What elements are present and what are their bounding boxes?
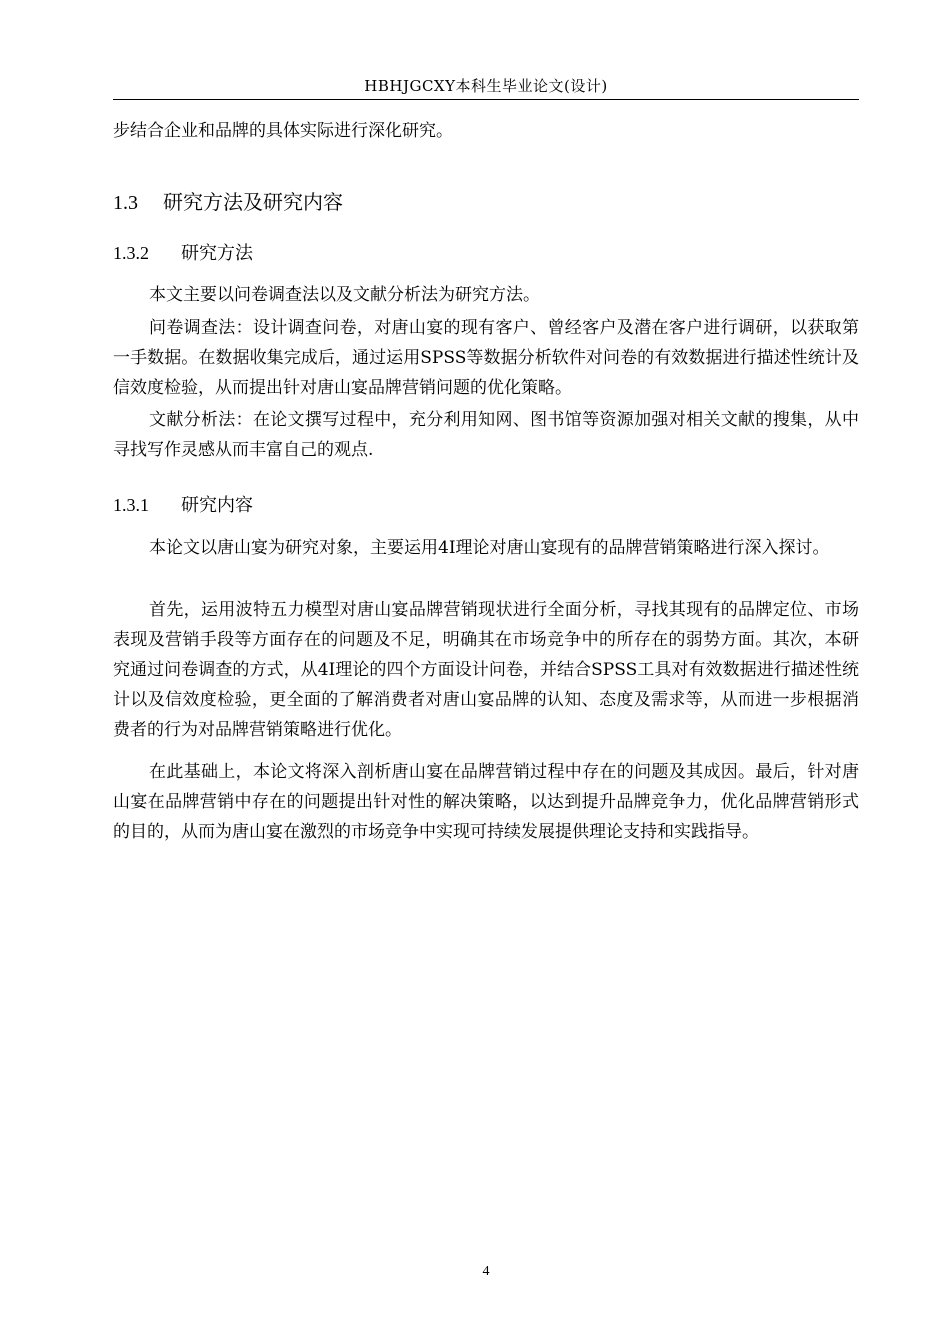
paragraph-methods-intro: 本文主要以问卷调查法以及文献分析法为研究方法。 bbox=[149, 285, 540, 305]
header-rule bbox=[113, 99, 859, 100]
subsection-title: 研究内容 bbox=[181, 495, 253, 516]
paragraph-questionnaire-method: 问卷调查法：设计调查问卷，对唐山宴的现有客户、曾经客户及潜在客户进行调研，以获取第一手数据。在数据收集完成后，通过运用SPSS等数据分析软件对问卷的有效数据进行描述性统计及信效度检验，从而提出针对唐山宴品牌营销问题的优化策略。 bbox=[113, 318, 859, 398]
paragraph-continuation: 步结合企业和品牌的具体实际进行深化研究。 bbox=[113, 121, 453, 141]
paragraph-content-intro: 本论文以唐山宴为研究对象，主要运用4I理论对唐山宴现有的品牌营销策略进行深入探讨。 bbox=[149, 538, 830, 558]
section-heading-1-3 bbox=[113, 187, 343, 218]
subsection-heading-1-3-1 bbox=[113, 490, 253, 521]
page-number: 4 bbox=[482, 1264, 490, 1279]
subsection-number: 1.3.2 bbox=[113, 243, 149, 263]
subsection-number: 1.3.1 bbox=[113, 495, 149, 515]
paragraph-content-first: 首先，运用波特五力模型对唐山宴品牌营销现状进行全面分析，寻找其现有的品牌定位、市场表现及营销手段等方面存在的问题及不足，明确其在市场竞争中的所存在的弱势方面。其次，本研究通过问卷调查的方式，从4I理论的四个方面设计问卷，并结合SPSS工具对有效数据进行描述性统计以及信效度检验，更全面的了解消费者对唐山宴品牌的认知、态度及需求等，从而进一步根据消费者的行为对品牌营销策略进行优化。 bbox=[113, 600, 859, 740]
section-number: 1.3 bbox=[113, 192, 138, 214]
running-header: HBHJGCXY本科生毕业论文(设计) bbox=[364, 77, 608, 95]
subsection-title: 研究方法 bbox=[181, 243, 253, 264]
paragraph-literature-method: 文献分析法：在论文撰写过程中，充分利用知网、图书馆等资源加强对相关文献的搜集，从中寻找写作灵感从而丰富自己的观点. bbox=[113, 410, 859, 460]
subsection-heading-1-3-2 bbox=[113, 238, 253, 269]
section-title: 研究方法及研究内容 bbox=[163, 190, 343, 214]
paragraph-content-final: 在此基础上，本论文将深入剖析唐山宴在品牌营销过程中存在的问题及其成因。最后，针对唐山宴在品牌营销中存在的问题提出针对性的解决策略，以达到提升品牌竞争力，优化品牌营销形式的目的，从而为唐山宴在激烈的市场竞争中实现可持续发展提供理论支持和实践指导。 bbox=[113, 762, 859, 842]
